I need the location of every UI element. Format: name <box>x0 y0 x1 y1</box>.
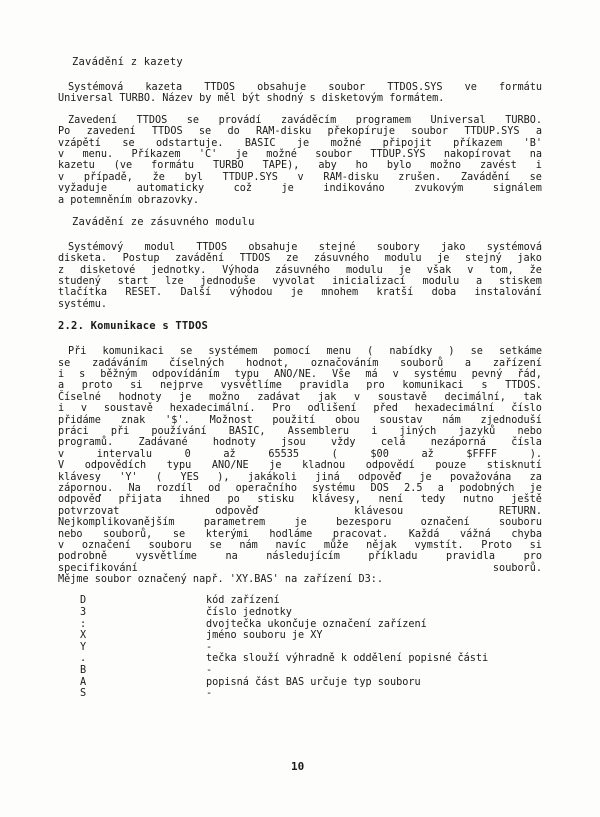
text-line: přidáme znak '$'. Možnost použití obou soustav nám zjednoduší <box>58 414 542 426</box>
text-line: nebo souborů, se kterými hodláme pracovat. Každá vážná chyba <box>58 528 542 540</box>
text-line: potvrzovat odpověď klávesou RETURN. <box>58 505 542 517</box>
paragraph <box>58 346 542 585</box>
text-line: Nejkomplikovanějším parametrem je bezesporu označení souboru <box>58 517 542 529</box>
char-description: kód zařízení <box>206 595 280 607</box>
char-description: - <box>206 688 213 700</box>
char-description: popisná část BAS určuje typ souboru <box>206 676 421 688</box>
text-line: Zavedení TTDOS se provádí zaváděcím programem Universal TURBO. <box>68 114 542 126</box>
text-line: a proto si nejprve vysvětlíme pravidla pro komunikaci s TTDOS. <box>58 380 542 392</box>
breakdown-row <box>58 607 542 619</box>
text-line: Systémový modul TTDOS obsahuje stejné soubory jako systémová <box>68 241 542 253</box>
document-flow <box>58 56 542 700</box>
filename-char: 3 <box>80 607 87 619</box>
breakdown-row <box>58 619 542 631</box>
breakdown-row <box>58 642 542 654</box>
text-line: Po zavedení TTDOS se do RAM-disku překopíruje soubor TTDUP.SYS a <box>58 126 542 138</box>
text-line: vyžaduje automaticky což je indikováno zvukovým signálem <box>58 183 542 195</box>
text-line: v případě, že byl TTDUP.SYS v RAM-disku zrušen. Zavádění se <box>58 171 542 183</box>
char-description: jméno souboru je XY <box>206 630 323 642</box>
text-line: i v soustavě hexadecimální. Pro odlišení před hexadecimální číslo <box>58 403 542 415</box>
filename-char: S <box>80 688 87 700</box>
char-description: - <box>206 665 213 677</box>
paragraph <box>58 242 542 310</box>
text-line: v intervalu 0 až 65535 ( $00 až $FFFF ). <box>58 448 542 460</box>
paragraph <box>58 82 542 105</box>
text-line: kazetu (ve formátu TURBO TAPE), aby ho bylo možno zavést i <box>58 160 542 172</box>
char-description: - <box>206 641 213 653</box>
filename-char: B <box>80 665 87 677</box>
text-line: Při komunikaci se systémem pomocí menu ( nabídky ) se setkáme <box>68 346 542 358</box>
text-line: systému. <box>58 298 108 310</box>
text-line: vzápětí se odstartuje. BASIC je možné připojit příkazem 'B' <box>58 137 542 149</box>
text-line: specifikování souborů. <box>58 562 542 574</box>
text-line: v označení souboru se nám navíc může nějak vymstít. Proto si <box>58 539 542 551</box>
filename-char: : <box>80 618 87 630</box>
char-description: číslo jednotky <box>206 607 292 619</box>
text-line: se zadáváním číselných hodnot, označováním souborů a zařízení <box>58 357 542 369</box>
text-line: práci při používání BASIC, Assembleru i jiných jazyků nebo <box>58 425 542 437</box>
filename-char: X <box>80 630 87 642</box>
text-line: tlačítka RESET. Další výhodou je mnohem kratší doba instalování <box>58 287 542 299</box>
text-line: podrobně vysvětlíme na následujícím příkladu pravidla pro <box>58 551 542 563</box>
breakdown-row <box>58 595 542 607</box>
text-line: Číselné hodnoty je možno zadávat jak v soustavě decimální, tak <box>58 391 542 403</box>
text-line: Universal TURBO. Název by měl být shodný s disketovým formátem. <box>58 93 445 105</box>
breakdown-row <box>58 677 542 689</box>
section-heading: Zavádění z kazety <box>72 56 183 68</box>
char-description: dvojtečka ukončuje označení zařízení <box>206 618 427 630</box>
section-heading: Zavádění ze zásuvného modulu <box>72 215 255 228</box>
text-line: V odpovědích typu ANO/NE je kladnou odpovědí pouze stisknutí <box>58 460 542 472</box>
breakdown-row <box>58 653 542 665</box>
breakdown-row <box>58 630 542 642</box>
text-line: a potemněním obrazovky. <box>58 194 200 206</box>
text-line: programů. Zadávané hodnoty jsou vždy celá nezáporná čísla <box>58 437 542 449</box>
text-line: Systémová kazeta TTDOS obsahuje soubor TTDOS.SYS ve formátu <box>68 82 542 93</box>
filename-char: D <box>80 595 87 607</box>
text-line: Mějme soubor označený např. 'XY.BAS' na zařízení D3:. <box>58 574 384 586</box>
breakdown-row <box>58 688 542 700</box>
text-line: v menu. Příkazem 'C' je možné soubor TTDUP.SYS nakopírovat na <box>58 148 542 160</box>
text-line: zápornou. Na rozdíl od operačního systému DOS 2.5 a podobných je <box>58 482 542 494</box>
text-line: odpověď přijata ihned po stisku klávesy, není tedy nutno ještě <box>58 494 542 506</box>
filename-char: Y <box>80 641 87 653</box>
char-description: tečka slouží výhradně k oddělení popisné části <box>206 653 489 665</box>
text-line: i s běžným odpovídáním typu ANO/NE. Vše má v systému pevný řád, <box>58 369 542 381</box>
page-number: 10 <box>291 760 305 773</box>
filename-char: . <box>80 653 87 665</box>
text-line: disketa. Postup zavádění TTDOS ze zásuvného modulu je stejný jako <box>58 253 542 265</box>
text-line: studený start lze jednoduše vyvolat inicializací modulu a stiskem <box>58 276 542 288</box>
filename-char: A <box>80 676 87 688</box>
section-heading: 2.2. Komunikace s TTDOS <box>58 320 208 333</box>
filename-breakdown <box>58 595 542 699</box>
text-line: klávesy 'Y' ( YES ), jakákoli jiná odpověď je považována za <box>58 471 542 483</box>
breakdown-row <box>58 665 542 677</box>
paragraph <box>58 115 542 206</box>
text-line: z disketové jednotky. Výhoda zásuvného modulu je však v tom, že <box>58 264 542 276</box>
